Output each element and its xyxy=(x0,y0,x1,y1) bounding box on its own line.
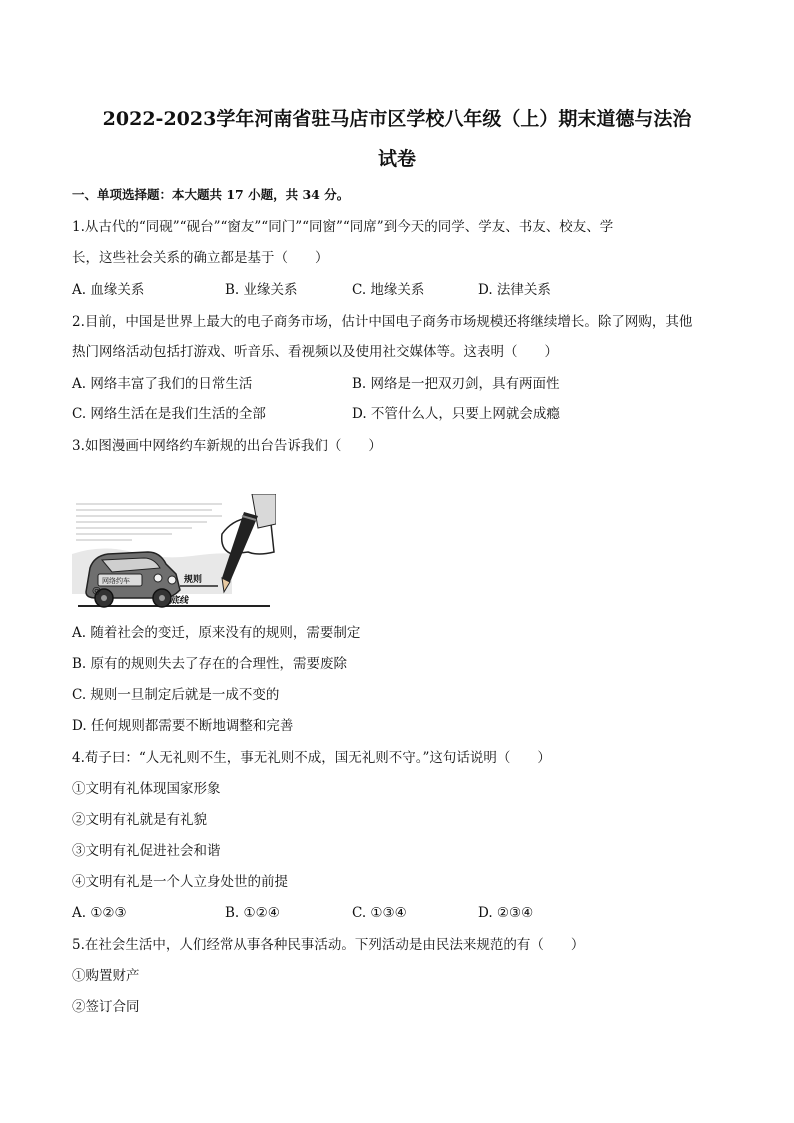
q4-statement-4: ④文明有礼是一个人立身处世的前提 xyxy=(72,874,288,890)
q4-statement-3: ③文明有礼促进社会和谐 xyxy=(72,843,221,859)
q2-stem-line-1: 2.目前，中国是世界上最大的电子商务市场，估计中国电子商务市场规模还将继续增长。除了网购，其他 xyxy=(72,314,693,330)
q3-option-b: B. 原有的规则失去了存在的合理性，需要废除 xyxy=(72,656,348,672)
q3-stem: 3.如图漫画中网络约车新规的出台告诉我们（ ） xyxy=(72,438,382,454)
q4-option-c: C. ①③④ xyxy=(352,905,407,921)
q2-stem-line-2: 热门网络活动包括打游戏、听音乐、看视频以及使用社交媒体等。这表明（ ） xyxy=(72,344,558,360)
q5-statement-2: ②签订合同 xyxy=(72,999,140,1015)
q4-option-d: D. ②③④ xyxy=(478,905,534,921)
q3-option-c: C. 规则一旦制定后就是一成不变的 xyxy=(72,687,280,703)
figure-label-car: 网络约车 xyxy=(102,577,130,585)
figure-label-rule: 规则 xyxy=(184,575,203,585)
q1-stem-line-1: 1.从古代的“同砚”“砚台”“窗友”“同门”“同窗”“同席”到今天的同学、学友、书友、校友、学 xyxy=(72,219,614,235)
q2-option-b: B. 网络是一把双刃剑，具有两面性 xyxy=(352,376,560,392)
q1-option-a: A. 血缘关系 xyxy=(72,282,145,298)
q2-option-d: D. 不管什么人，只要上网就会成瘾 xyxy=(352,406,560,422)
svg-text:@: @ xyxy=(92,586,101,596)
q4-statement-1: ①文明有礼体现国家形象 xyxy=(72,781,221,797)
q4-stem: 4.荀子曰：“人无礼则不生，事无礼则不成，国无礼则不守。”这句话说明（ ） xyxy=(72,750,551,766)
q3-option-a: A. 随着社会的变迁，原来没有的规则，需要制定 xyxy=(72,625,361,641)
q4-statement-2: ②文明有礼就是有礼貌 xyxy=(72,812,207,828)
q3-cartoon-figure xyxy=(72,494,276,612)
q1-option-d: D. 法律关系 xyxy=(478,282,551,298)
q2-option-c: C. 网络生活在是我们生活的全部 xyxy=(72,406,266,422)
q1-option-c: C. 地缘关系 xyxy=(352,282,425,298)
q4-option-a: A. ①②③ xyxy=(72,905,127,921)
q3-option-d: D. 任何规则都需要不断地调整和完善 xyxy=(72,718,294,734)
section-header: 一、单项选择题：本大题共 17 小题，共 34 分。 xyxy=(72,187,350,202)
q4-option-b: B. ①②④ xyxy=(225,905,280,921)
q2-option-a: A. 网络丰富了我们的日常生活 xyxy=(72,376,253,392)
q1-stem-line-2: 长，这些社会关系的确立都是基于（ ） xyxy=(72,250,329,266)
q5-stem: 5.在社会生活中，人们经常从事各种民事活动。下列活动是由民法来规范的有（ ） xyxy=(72,937,585,953)
figure-label-baseline: 底线 xyxy=(170,596,189,606)
q1-option-b: B. 业缘关系 xyxy=(225,282,298,298)
exam-title-line-1: 2022-2023学年河南省驻马店市区学校八年级（上）期末道德与法治 xyxy=(102,108,692,130)
exam-title-line-2: 试卷 xyxy=(377,148,416,170)
q5-statement-1: ①购置财产 xyxy=(72,968,140,984)
